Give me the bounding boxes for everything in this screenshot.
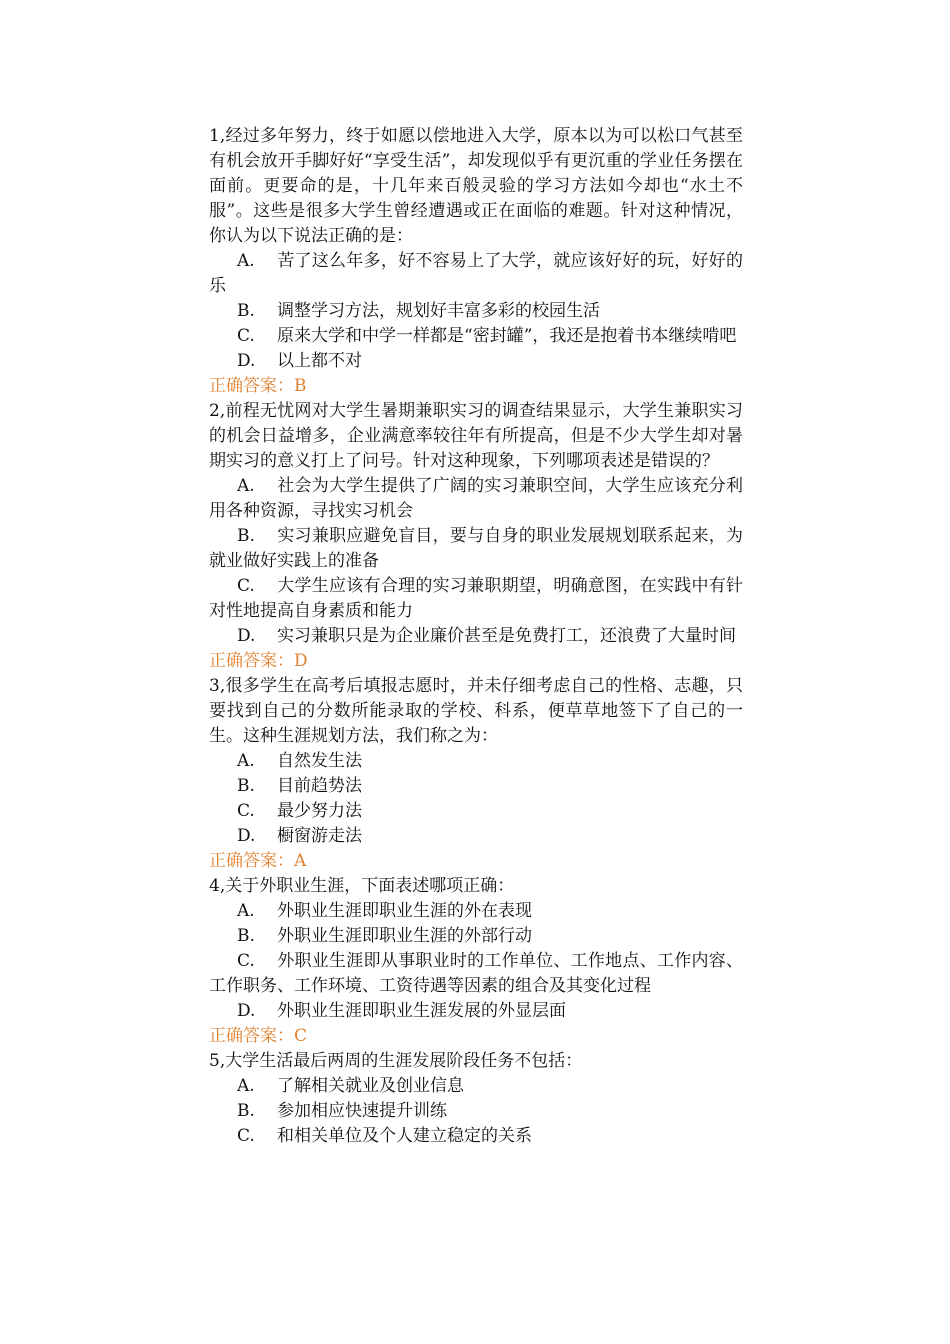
option-letter: D. [237, 351, 256, 371]
option-c [209, 1124, 743, 1149]
option-letter: D. [237, 826, 256, 846]
question-stem: 3,很多学生在高考后填报志愿时，并未仔细考虑自己的性格、志趣，只要找到自己的分数所能录取的学校、科系，便草草地签下了自己的一生。这种生涯规划方法，我们称之为： [209, 676, 743, 746]
option-letter: A. [237, 251, 255, 271]
option-d [209, 349, 743, 374]
option-text: 橱窗游走法 [277, 826, 362, 846]
correct-answer: 正确答案：A [209, 851, 307, 871]
option-a [209, 474, 743, 524]
option-text: 实习兼职应避免盲目，要与自身的职业发展规划联系起来，为就业做好实践上的准备 [209, 526, 743, 571]
option-d [209, 824, 743, 849]
option-text: 以上都不对 [277, 351, 362, 371]
option-a [209, 249, 743, 299]
option-letter: A. [237, 1076, 255, 1096]
option-b [209, 774, 743, 799]
question-stem: 1,经过多年努力，终于如愿以偿地进入大学，原本以为可以松口气甚至有机会放开手脚好好“享受生活”，却发现似乎有更沉重的学业任务摆在面前。更要命的是，十几年来百般灵验的学习方法如今却也“水土不服”。这些是很多大学生曾经遭遇或正在面临的难题。针对这种情况，你认为以下说法正确的是： [209, 126, 743, 246]
option-text: 大学生应该有合理的实习兼职期望，明确意图，在实践中有针对性地提高自身素质和能力 [209, 576, 743, 621]
option-letter: C. [237, 576, 255, 596]
option-text: 原来大学和中学一样都是“密封罐”，我还是抱着书本继续啃吧 [277, 326, 737, 346]
option-letter: B. [237, 301, 255, 321]
option-text: 苦了这么年多，好不容易上了大学，就应该好好的玩，好好的乐 [209, 251, 743, 296]
correct-answer: 正确答案：C [209, 1026, 308, 1046]
option-text: 实习兼职只是为企业廉价甚至是免费打工，还浪费了大量时间 [277, 626, 736, 646]
question-stem: 2,前程无忧网对大学生暑期兼职实习的调查结果显示，大学生兼职实习的机会日益增多，企业满意率较往年有所提高，但是不少大学生却对暑期实习的意义打上了问号。针对这种现象，下列哪项表述是错误的？ [209, 401, 743, 471]
question-1 [209, 124, 743, 399]
option-text: 了解相关就业及创业信息 [277, 1076, 464, 1096]
option-d [209, 624, 743, 649]
option-letter: D. [237, 1001, 256, 1021]
option-text: 外职业生涯即职业生涯的外部行动 [277, 926, 532, 946]
option-text: 外职业生涯即职业生涯发展的外显层面 [277, 1001, 566, 1021]
option-text: 和相关单位及个人建立稳定的关系 [277, 1126, 532, 1146]
option-a [209, 749, 743, 774]
option-c [209, 574, 743, 624]
question-4 [209, 874, 743, 1049]
option-letter: C. [237, 801, 255, 821]
option-a [209, 1074, 743, 1099]
option-b [209, 1099, 743, 1124]
option-c [209, 799, 743, 824]
correct-answer: 正确答案：B [209, 376, 307, 396]
option-letter: D. [237, 626, 256, 646]
option-letter: C. [237, 951, 255, 971]
option-letter: A. [237, 751, 255, 771]
option-letter: B. [237, 1101, 255, 1121]
correct-answer: 正确答案：D [209, 651, 308, 671]
option-letter: C. [237, 1126, 255, 1146]
option-text: 调整学习方法，规划好丰富多彩的校园生活 [277, 301, 600, 321]
option-letter: B. [237, 926, 255, 946]
option-b [209, 924, 743, 949]
document-page [209, 124, 743, 1149]
option-letter: B. [237, 776, 255, 796]
option-text: 自然发生法 [277, 751, 362, 771]
option-text: 目前趋势法 [277, 776, 362, 796]
option-text: 最少努力法 [277, 801, 362, 821]
question-stem: 5,大学生活最后两周的生涯发展阶段任务不包括： [209, 1051, 583, 1071]
option-b [209, 299, 743, 324]
question-2 [209, 399, 743, 674]
option-b [209, 524, 743, 574]
question-3 [209, 674, 743, 874]
question-5 [209, 1049, 743, 1149]
option-text: 外职业生涯即职业生涯的外在表现 [277, 901, 532, 921]
option-letter: C. [237, 326, 255, 346]
option-c [209, 324, 743, 349]
option-c [209, 949, 743, 999]
question-stem: 4,关于外职业生涯，下面表述哪项正确： [209, 876, 515, 896]
option-text: 参加相应快速提升训练 [277, 1101, 447, 1121]
option-text: 外职业生涯即从事职业时的工作单位、工作地点、工作内容、工作职务、工作环境、工资待遇等因素的组合及其变化过程 [209, 951, 743, 996]
option-letter: A. [237, 476, 255, 496]
option-letter: B. [237, 526, 255, 546]
option-letter: A. [237, 901, 255, 921]
option-text: 社会为大学生提供了广阔的实习兼职空间，大学生应该充分利用各种资源，寻找实习机会 [209, 476, 743, 521]
option-d [209, 999, 743, 1024]
option-a [209, 899, 743, 924]
